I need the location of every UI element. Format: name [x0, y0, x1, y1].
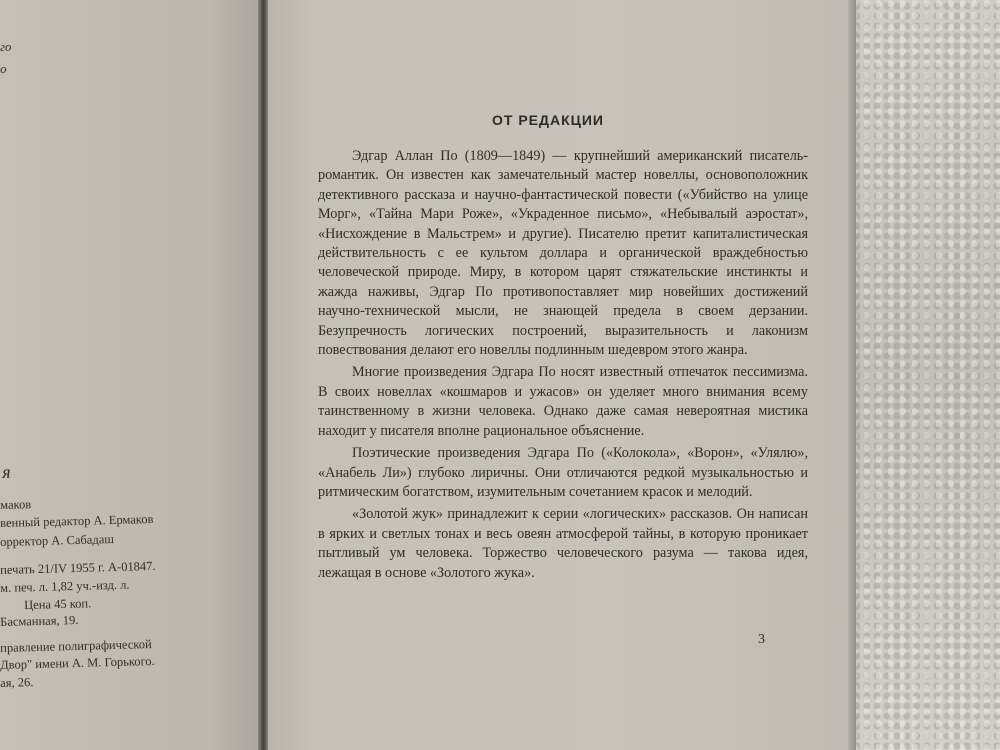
imprint-line: орректор А. Сабадаш	[0, 532, 115, 549]
left-page-fragment: го	[0, 39, 12, 54]
imprint-line: Двор" имени А. М. Горького.	[0, 653, 155, 672]
right-page	[268, 0, 850, 750]
left-page	[0, 0, 262, 750]
towel-background	[840, 0, 1000, 750]
imprint-line: венный редактор А. Ермаков	[0, 511, 154, 530]
imprint-line: маков	[0, 497, 32, 512]
page-number: 3	[758, 632, 765, 647]
imprint-line: ая, 26.	[0, 675, 34, 690]
imprint-line: правление полиграфической	[0, 637, 152, 655]
imprint-line: м. печ. л. 1,82 уч.-изд. л.	[0, 577, 130, 595]
imprint-line: печать 21/IV 1955 г. А-01847.	[0, 558, 156, 577]
paragraph: Многие произведения Эдгара По носят известный отпечаток пессимизма. В своих новеллах «кошмаров и ужасов» он уделяет много внимания всему таинственному в жизни человека. Однако даже самая невероятная мистика находит у писателя вполне рациональное объяснение.	[318, 364, 808, 439]
imprint-line: Басманная, 19.	[0, 612, 79, 629]
body-text	[318, 147, 808, 586]
paragraph: «Золотой жук» принадлежит к серии «логических» рассказов. Он написан в ярких и светлых тонах и весь овеян атмосферой тайны, в которую проникает пытливый ум человека. Торжество человеческого разума — такова идея, лежащая в основе «Золотого жука».	[318, 506, 808, 581]
paragraph: Поэтические произведения Эдгара По («Колокола», «Ворон», «Улялю», «Анабель Ли») глубоко лиричны. Они отличаются редкой музыкальностью и ритмическим богатством, изумительным сочетанием красок и мелодий.	[318, 445, 808, 500]
paragraph: Эдгар Аллан По (1809—1849) — крупнейший американский писатель-романтик. Он известен как замечательный мастер новеллы, основоположник детективного рассказа и научно-фантастической повести («Убийство на улице Морг», «Тайна Мари Роже», «Украденное письмо», «Небывалый аэростат», «Нисхождение в Мальстрем» и другие). Писателю претит капиталистическая действительность с ее культом доллара и органической враждебностью человеческой природе. Миру, в котором царят стяжательские инстинкты и жажда наживы, Эдгар По противопоставляет мир новейших достижений научно-технической мысли, не знающей предела в своем дерзании. Безупречность логических построений, выразительность и лаконизм повествования делают его новеллы подлинным шедевром этого жанра.	[318, 148, 808, 359]
page-edge	[848, 0, 856, 750]
imprint-line: Цена 45 коп.	[24, 596, 92, 612]
left-page-big-letter: я	[2, 461, 11, 482]
page-heading: ОТ РЕДАКЦИИ	[492, 112, 604, 128]
left-page-fragment: о	[0, 61, 7, 76]
